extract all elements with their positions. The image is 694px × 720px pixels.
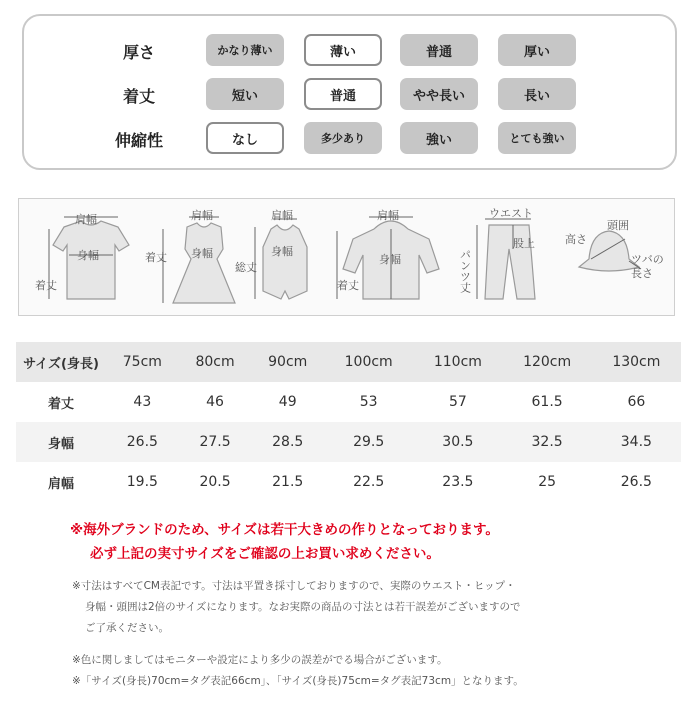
option-chip: 強い [400,122,478,154]
table-cell: 26.5 [620,474,652,490]
guide-label: 身幅 [77,249,99,262]
option-chip: 短い [206,78,284,110]
option-chip-selected: 薄い [304,34,382,66]
guide-label: ツバの [631,253,664,266]
option-chip: 厚い [498,34,576,66]
table-cell: 26.5 [106,422,179,462]
size-column-header: 80cm [179,342,252,382]
note-line: ご了承ください。 [85,622,169,634]
table-row [16,422,681,462]
table-cell: 28.5 [251,422,324,462]
size-table [16,342,681,502]
guide-label: 股上 [513,237,535,250]
attribute-label: 厚さ [122,43,155,62]
guide-label: 着丈 [145,251,167,264]
guide-label: 身幅 [191,247,213,260]
row-label: 身幅 [16,422,106,462]
size-column-header: 120cm [503,342,592,382]
table-cell: 57 [448,394,467,410]
option-chip: 多少あり [304,122,382,154]
dress-icon [145,208,235,303]
table-cell: 66 [627,394,646,410]
color-note [72,650,524,692]
guide-label: 長さ [631,267,653,280]
guide-label: 肩幅 [377,209,399,222]
guide-label: 総丈 [235,261,257,274]
attribute-row-thickness [24,34,675,68]
table-cell: 43 [133,394,152,410]
option-chip: とても強い [498,122,576,154]
pants-icon [459,207,536,299]
measurement-illustrations [19,199,676,317]
row-label: 肩幅 [47,476,74,492]
size-column-header: 100cm [324,342,413,382]
table-cell: 27.5 [179,422,252,462]
table-row [16,462,681,502]
option-chip-selected: 普通 [304,78,382,110]
size-warning [70,518,499,566]
size-column-header: 110cm [413,342,502,382]
guide-label: 身幅 [271,245,293,258]
warning-line: ※海外ブランドのため、サイズは若干大きめの作りとなっております。 [70,522,499,538]
table-cell: 22.5 [353,474,385,490]
guide-label: 身幅 [379,253,401,266]
table-header-label: サイズ(身長) [16,342,106,382]
table-header-row [16,342,681,382]
attribute-label: 着丈 [122,87,155,106]
table-cell: 23.5 [442,474,474,490]
attribute-row-length [24,78,675,112]
guide-label: 頭囲 [607,219,629,232]
option-chip-selected: なし [206,122,284,154]
note-line: ※寸法はすべてCM表記です。寸法は平置き採寸しておりますので、実際のウエスト・ヒップ・ [72,580,516,592]
note-line: 身幅・頭囲は2倍のサイズになります。なお実際の商品の寸法とは若干誤差がございますので [85,601,521,613]
hat-icon [565,219,664,280]
guide-label: 肩幅 [271,209,293,222]
row-label: 着丈 [47,396,74,412]
note-line: ※「サイズ(身長)70cm=タグ表記66cm」、「サイズ(身長)75cm=タグ表記73cm」となります。 [72,675,524,687]
size-column-header: 130cm [592,342,681,382]
guide-label: 着丈 [337,279,359,292]
guide-label: パンツ丈 [458,249,472,293]
attribute-panel [22,14,677,170]
attribute-label: 伸縮性 [114,131,163,150]
table-cell: 53 [359,394,378,410]
option-chip: 普通 [400,34,478,66]
table-cell: 19.5 [126,474,158,490]
attribute-row-stretch [24,122,675,156]
table-cell: 49 [278,394,297,410]
table-cell: 30.5 [413,422,502,462]
guide-label: 肩幅 [191,209,213,222]
table-cell: 46 [206,394,224,410]
table-cell: 21.5 [272,474,304,490]
measurement-note [72,576,521,639]
table-row [16,382,681,422]
table-cell: 61.5 [531,394,563,410]
option-chip: 長い [498,78,576,110]
note-line: ※色に関しましてはモニターや設定により多少の誤差がでる場合がございます。 [72,654,448,666]
jacket-icon [337,208,439,299]
size-column-header: 75cm [106,342,179,382]
guide-label: ウエスト [489,207,533,220]
table-cell: 25 [538,474,557,490]
warning-line: 必ず上記の実寸サイズをご確認の上お買い求めください。 [90,546,440,562]
guide-label: 着丈 [35,279,57,292]
option-chip: かなり薄い [206,34,284,66]
size-column-header: 90cm [251,342,324,382]
romper-icon [235,208,307,299]
tshirt-icon [35,212,129,299]
table-cell: 32.5 [503,422,592,462]
guide-label: 肩幅 [75,213,97,226]
option-chip: やや長い [400,78,478,110]
measurement-guide [18,198,675,316]
table-cell: 34.5 [592,422,681,462]
table-cell: 20.5 [199,474,231,490]
guide-label: 高さ [565,233,587,246]
table-cell: 29.5 [324,422,413,462]
